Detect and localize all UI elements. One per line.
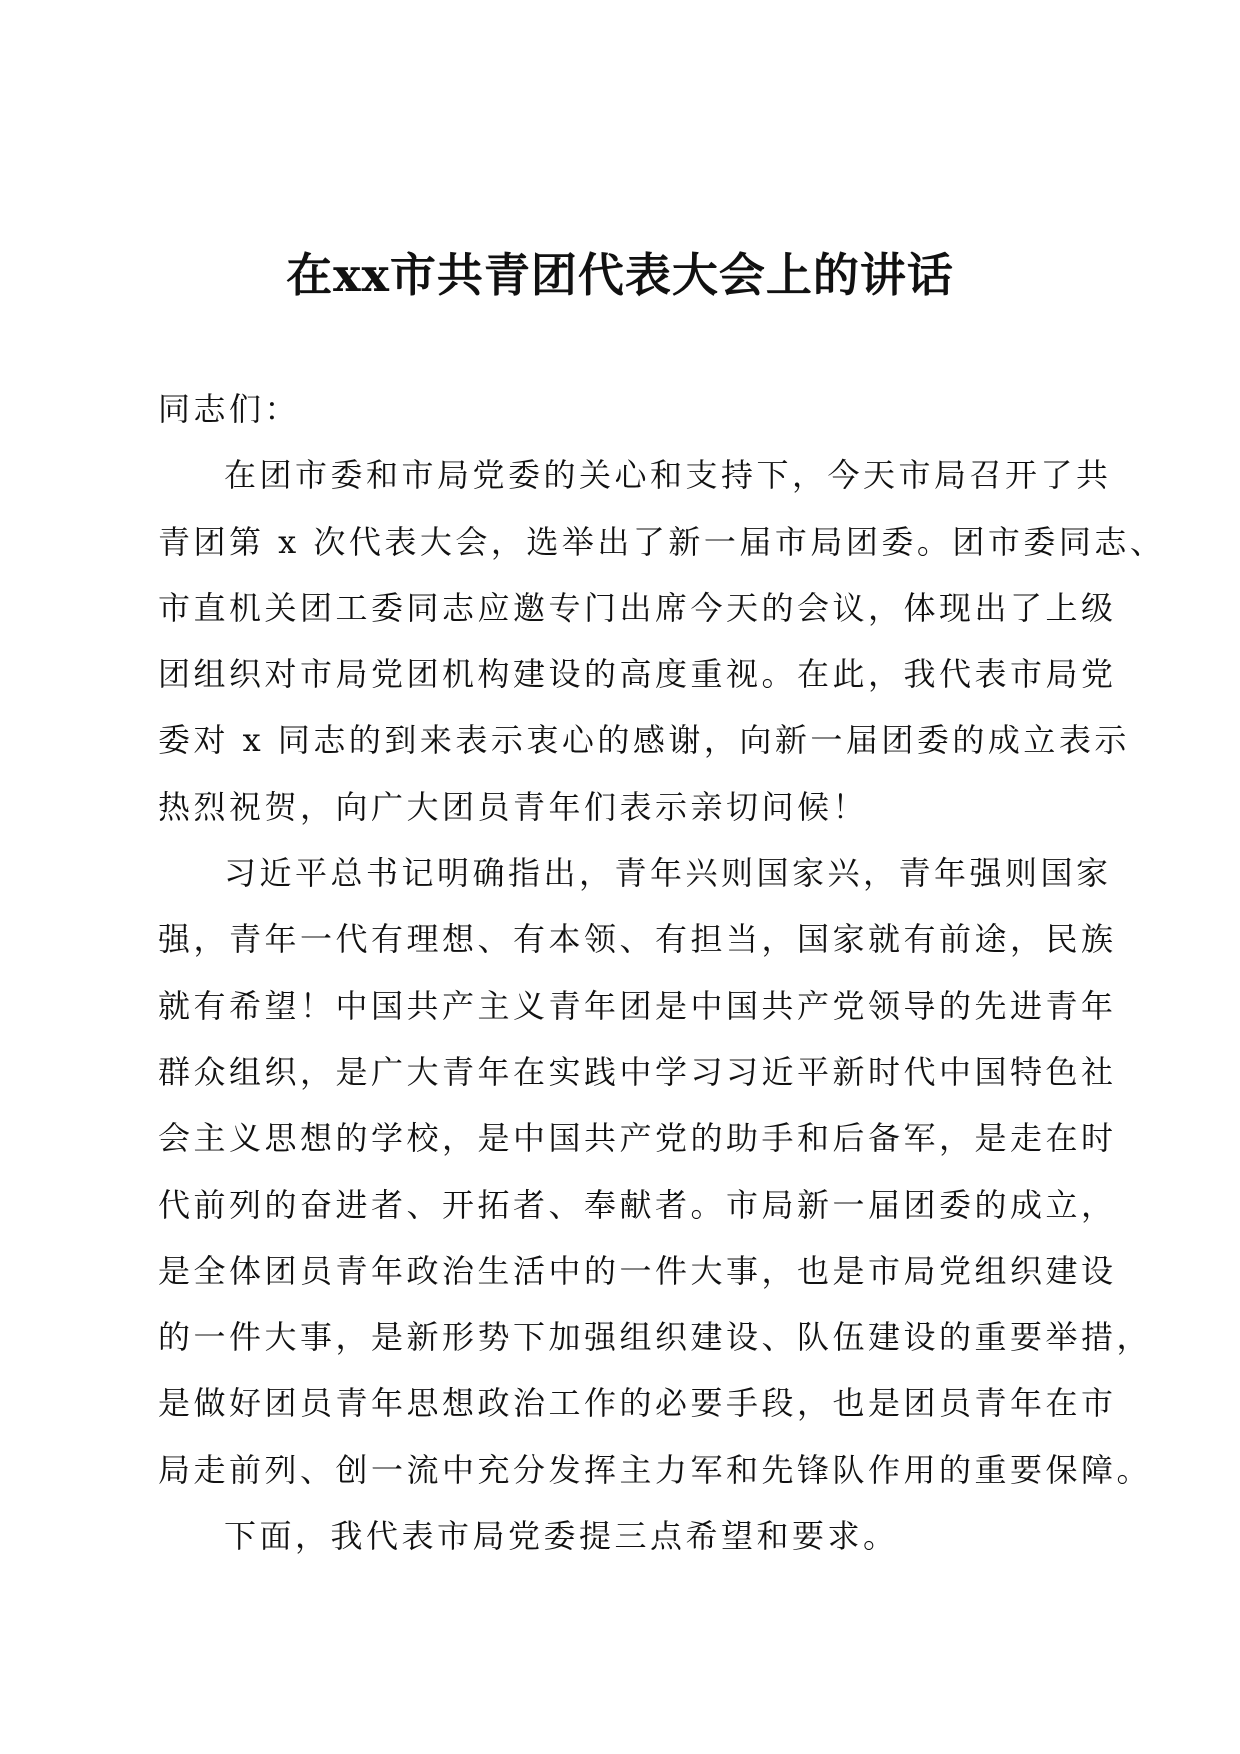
paragraph-line: 代前列的奋进者、开拓者、奉献者。市局新一届团委的成立，: [158, 1185, 1117, 1224]
paragraph-3: [158, 1503, 1098, 1569]
paragraph-line: 在团市委和市局党委的关心和支持下，今天市局召开了共: [224, 456, 1112, 495]
paragraph-line: 下面，我代表市局党委提三点希望和要求。: [224, 1517, 899, 1556]
paragraph-line: 就有希望！中国共产主义青年团是中国共产党领导的先进青年: [158, 986, 1117, 1025]
paragraph-line: 强，青年一代有理想、有本领、有担当，国家就有前途，民族: [158, 920, 1117, 959]
paragraph-1: [158, 442, 1166, 840]
paragraph-line: 局走前列、创一流中充分发挥主力军和先锋队作用的重要保障。: [158, 1450, 1153, 1489]
paragraph-line: 是做好团员青年思想政治工作的必要手段，也是团员青年在市: [158, 1384, 1117, 1423]
paragraph-line: 团组织对市局党团机构建设的高度重视。在此，我代表市局党: [158, 655, 1117, 694]
paragraph-line: 是全体团员青年政治生活中的一件大事，也是市局党组织建设: [158, 1251, 1117, 1290]
paragraph-line: 青团第 x 次代表大会，选举出了新一届市局团委。团市委同志、: [158, 522, 1166, 561]
paragraph-line: 市直机关团工委同志应邀专门出席今天的会议，体现出了上级: [158, 588, 1117, 627]
paragraph-line: 群众组织，是广大青年在实践中学习习近平新时代中国特色社: [158, 1052, 1117, 1091]
document-title: 在xx市共青团代表大会上的讲话: [286, 248, 954, 302]
paragraph-line: 习近平总书记明确指出，青年兴则国家兴，青年强则国家: [224, 854, 1112, 893]
salutation: 同志们：: [158, 390, 301, 428]
document-body: [158, 376, 1166, 1569]
paragraph-line: 会主义思想的学校，是中国共产党的助手和后备军，是走在时: [158, 1119, 1117, 1158]
paragraph-2: [158, 840, 1153, 1503]
paragraph-line: 热烈祝贺，向广大团员青年们表示亲切问候！: [158, 787, 869, 826]
paragraph-line: 的一件大事，是新形势下加强组织建设、队伍建设的重要举措，: [158, 1318, 1153, 1357]
paragraph-line: 委对 x 同志的到来表示衷心的感谢，向新一届团委的成立表示: [158, 721, 1130, 760]
